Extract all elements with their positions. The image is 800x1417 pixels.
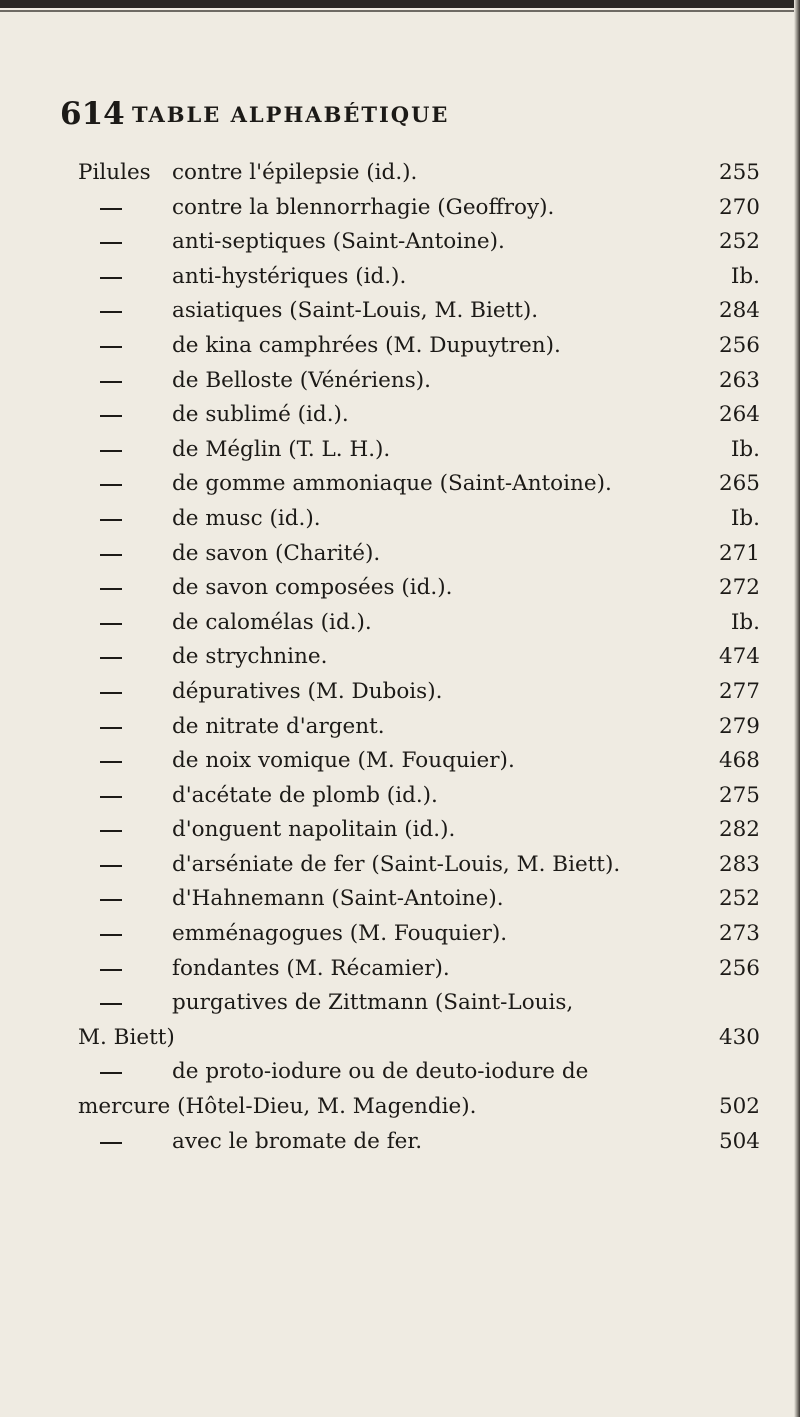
entry-page-number: 474: [718, 644, 760, 670]
page-header: [60, 96, 760, 146]
entry-page-number: 504: [718, 1128, 760, 1154]
entry-text: emménagogues (M. Fouquier).: [172, 921, 508, 947]
index-entry: [78, 294, 760, 329]
entry-text: de strychnine.: [172, 644, 328, 670]
entry-text: de savon composées (id.).: [172, 575, 453, 601]
entry-page-number: 265: [718, 471, 760, 497]
index-entry: [78, 813, 760, 848]
entry-page-number: Ib.: [730, 436, 760, 462]
page-edge-shadow: [794, 0, 800, 1417]
index-entry: [78, 1125, 760, 1160]
entry-page-number: 430: [718, 1024, 760, 1050]
entry-text: d'onguent napolitain (id.).: [172, 817, 456, 843]
entry-page-number: Ib.: [730, 505, 760, 531]
index-entry: [78, 537, 760, 572]
entry-text: de savon (Charité).: [172, 540, 381, 566]
entry-page-number: 256: [718, 332, 760, 358]
page-number: 614: [60, 96, 125, 132]
entry-page-number: 277: [718, 678, 760, 704]
index-entry: [78, 225, 760, 260]
index-entry: [78, 1021, 760, 1056]
entry-text: de kina camphrées (M. Dupuytren).: [172, 332, 561, 358]
entry-text: de Méglin (T. L. H.).: [172, 436, 391, 462]
entry-text: de Belloste (Vénériens).: [172, 367, 431, 393]
index-entry: [78, 640, 760, 675]
index-entry: [78, 952, 760, 987]
entry-continuation: M. Biett): [78, 1024, 175, 1050]
entry-text: de musc (id.).: [172, 505, 321, 531]
entry-page-number: 468: [718, 748, 760, 774]
running-title: TABLE ALPHABÉTIQUE: [132, 102, 450, 127]
entry-text: de gomme ammoniaque (Saint-Antoine).: [172, 471, 612, 497]
entry-text: contre la blennorrhagie (Geoffroy).: [172, 194, 555, 220]
index-entry: [78, 1090, 760, 1125]
entry-page-number: 271: [718, 540, 760, 566]
entry-page-number: 252: [718, 229, 760, 255]
entry-text: de sublimé (id.).: [172, 402, 349, 428]
entry-text: purgatives de Zittmann (Saint-Louis,: [172, 990, 574, 1016]
entry-text: d'arséniate de fer (Saint-Louis, M. Biett).: [172, 851, 621, 877]
entry-page-number: 284: [718, 298, 760, 324]
index-entry: [78, 502, 760, 537]
entry-page-number: 263: [718, 367, 760, 393]
top-border-rule: [0, 0, 800, 8]
entry-page-number: 264: [718, 402, 760, 428]
index-entry: [78, 398, 760, 433]
entry-page-number: 256: [718, 955, 760, 981]
index-entry: [78, 1055, 760, 1090]
index-entry: [78, 467, 760, 502]
entry-text: de calomélas (id.).: [172, 609, 372, 635]
entry-text: anti-septiques (Saint-Antoine).: [172, 229, 505, 255]
entry-page-number: Ib.: [730, 609, 760, 635]
index-entry: [78, 191, 760, 226]
entry-text: de nitrate d'argent.: [172, 713, 385, 739]
entry-page-number: 282: [718, 817, 760, 843]
entry-text: anti-hystériques (id.).: [172, 263, 407, 289]
entry-page-number: 272: [718, 575, 760, 601]
entry-text: de noix vomique (M. Fouquier).: [172, 748, 515, 774]
index-entry: [78, 917, 760, 952]
index-entry: [78, 986, 760, 1021]
top-thin-rule: [0, 10, 800, 12]
index-entry: [78, 260, 760, 295]
entry-page-number: 252: [718, 886, 760, 912]
entry-headword: Pilules: [78, 160, 151, 185]
entry-text: fondantes (M. Récamier).: [172, 955, 450, 981]
entry-page-number: 255: [718, 160, 760, 185]
index-entry: [78, 848, 760, 883]
entry-page-number: Ib.: [730, 263, 760, 289]
entry-text: avec le bromate de fer.: [172, 1128, 423, 1154]
entry-page-number: 275: [718, 782, 760, 808]
index-entry: [78, 882, 760, 917]
entry-text: d'acétate de plomb (id.).: [172, 782, 438, 808]
index-entry: [78, 710, 760, 745]
entry-page-number: 283: [718, 851, 760, 877]
entry-text: dépuratives (M. Dubois).: [172, 678, 443, 704]
entry-page-number: 273: [718, 921, 760, 947]
index-entry: [78, 433, 760, 468]
index-entry: [78, 156, 760, 191]
entry-text: de proto-iodure ou de deuto-iodure de: [172, 1059, 589, 1085]
entry-page-number: 270: [718, 194, 760, 220]
entry-continuation: mercure (Hôtel-Dieu, M. Magendie).: [78, 1094, 477, 1120]
index-entry: [78, 571, 760, 606]
index-entry: [78, 779, 760, 814]
index-entry: [78, 744, 760, 779]
index-entry: [78, 329, 760, 364]
index-entry: [78, 675, 760, 710]
index-entries: [78, 156, 760, 1159]
entry-text: d'Hahnemann (Saint-Antoine).: [172, 886, 504, 912]
index-entry: [78, 606, 760, 641]
entry-text: asiatiques (Saint-Louis, M. Biett).: [172, 298, 539, 324]
entry-page-number: 279: [718, 713, 760, 739]
index-entry: [78, 364, 760, 399]
entry-page-number: 502: [718, 1094, 760, 1120]
entry-text: contre l'épilepsie (id.).: [172, 160, 418, 185]
